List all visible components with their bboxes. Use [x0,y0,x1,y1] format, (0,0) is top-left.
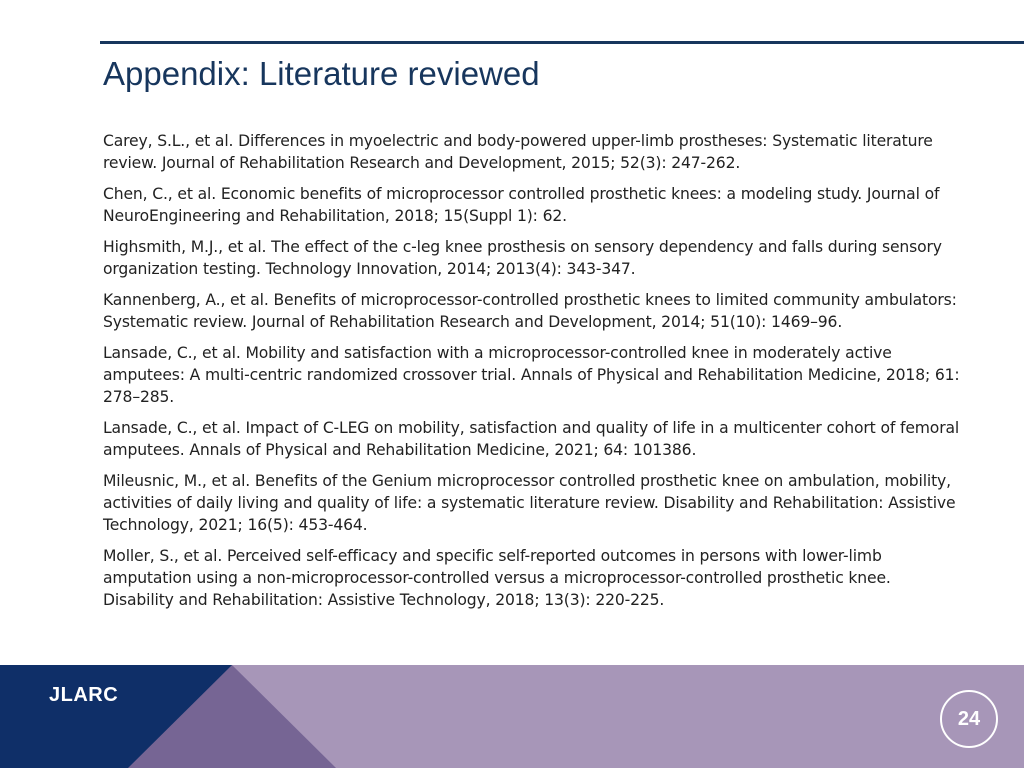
reference-item: Chen, C., et al. Economic benefits of microprocessor controlled prosthetic knees: a modeling study. Journal of NeuroEngineering and Rehabilitation, 2018; 15(Suppl 1): 62. [103,185,940,225]
jlarc-logo-text: JLARC [49,684,119,706]
reference-item: Kannenberg, A., et al. Benefits of microprocessor-controlled prosthetic knees to limited community ambulators: Systematic review. Journal of Rehabilitation Research and Development, 2014; 51(10): 1469–96. [103,291,957,331]
reference-item: Moller, S., et al. Perceived self-efficacy and specific self-reported outcomes in persons with lower-limb amputation using a non-microprocessor-controlled versus a microprocessor-controlled prosthetic knee. Disability and Rehabilitation: Assistive Technology, 2018; 13(3): 220-225. [103,547,891,609]
footer-background [0,665,1024,768]
reference-item: Carey, S.L., et al. Differences in myoelectric and body-powered upper-limb prostheses: Systematic literature review. Journal of Rehabilitation Research and Development, 2015; 52(3): 247-262. [103,132,933,172]
reference-item: Lansade, C., et al. Mobility and satisfaction with a microprocessor-controlled knee in moderately active amputees: A multi-centric randomized crossover trial. Annals of Physical and Rehabilitation Medicine, 2018; 61: 278–285. [103,344,960,406]
page-number-badge: 24 [940,690,998,748]
reference-item: Mileusnic, M., et al. Benefits of the Genium microprocessor controlled prosthetic knee on ambulation, mobility, activities of daily living and quality of life: a systematic literature review. Disability and Rehabilitation: Assistive Technology, 2021; 16(5): 453-464. [103,472,956,534]
reference-item: Highsmith, M.J., et al. The effect of the c-leg knee prosthesis on sensory dependency and falls during sensory organization testing. Technology Innovation, 2014; 2013(4): 343-347. [103,238,942,278]
title-rule [100,41,1024,44]
slide-title: Appendix: Literature reviewed [103,55,540,92]
footer-band [0,665,1024,768]
reference-list [103,130,963,620]
reference-item: Lansade, C., et al. Impact of C-LEG on mobility, satisfaction and quality of life in a multicenter cohort of femoral amputees. Annals of Physical and Rehabilitation Medicine, 2021; 64: 101386. [103,419,960,459]
